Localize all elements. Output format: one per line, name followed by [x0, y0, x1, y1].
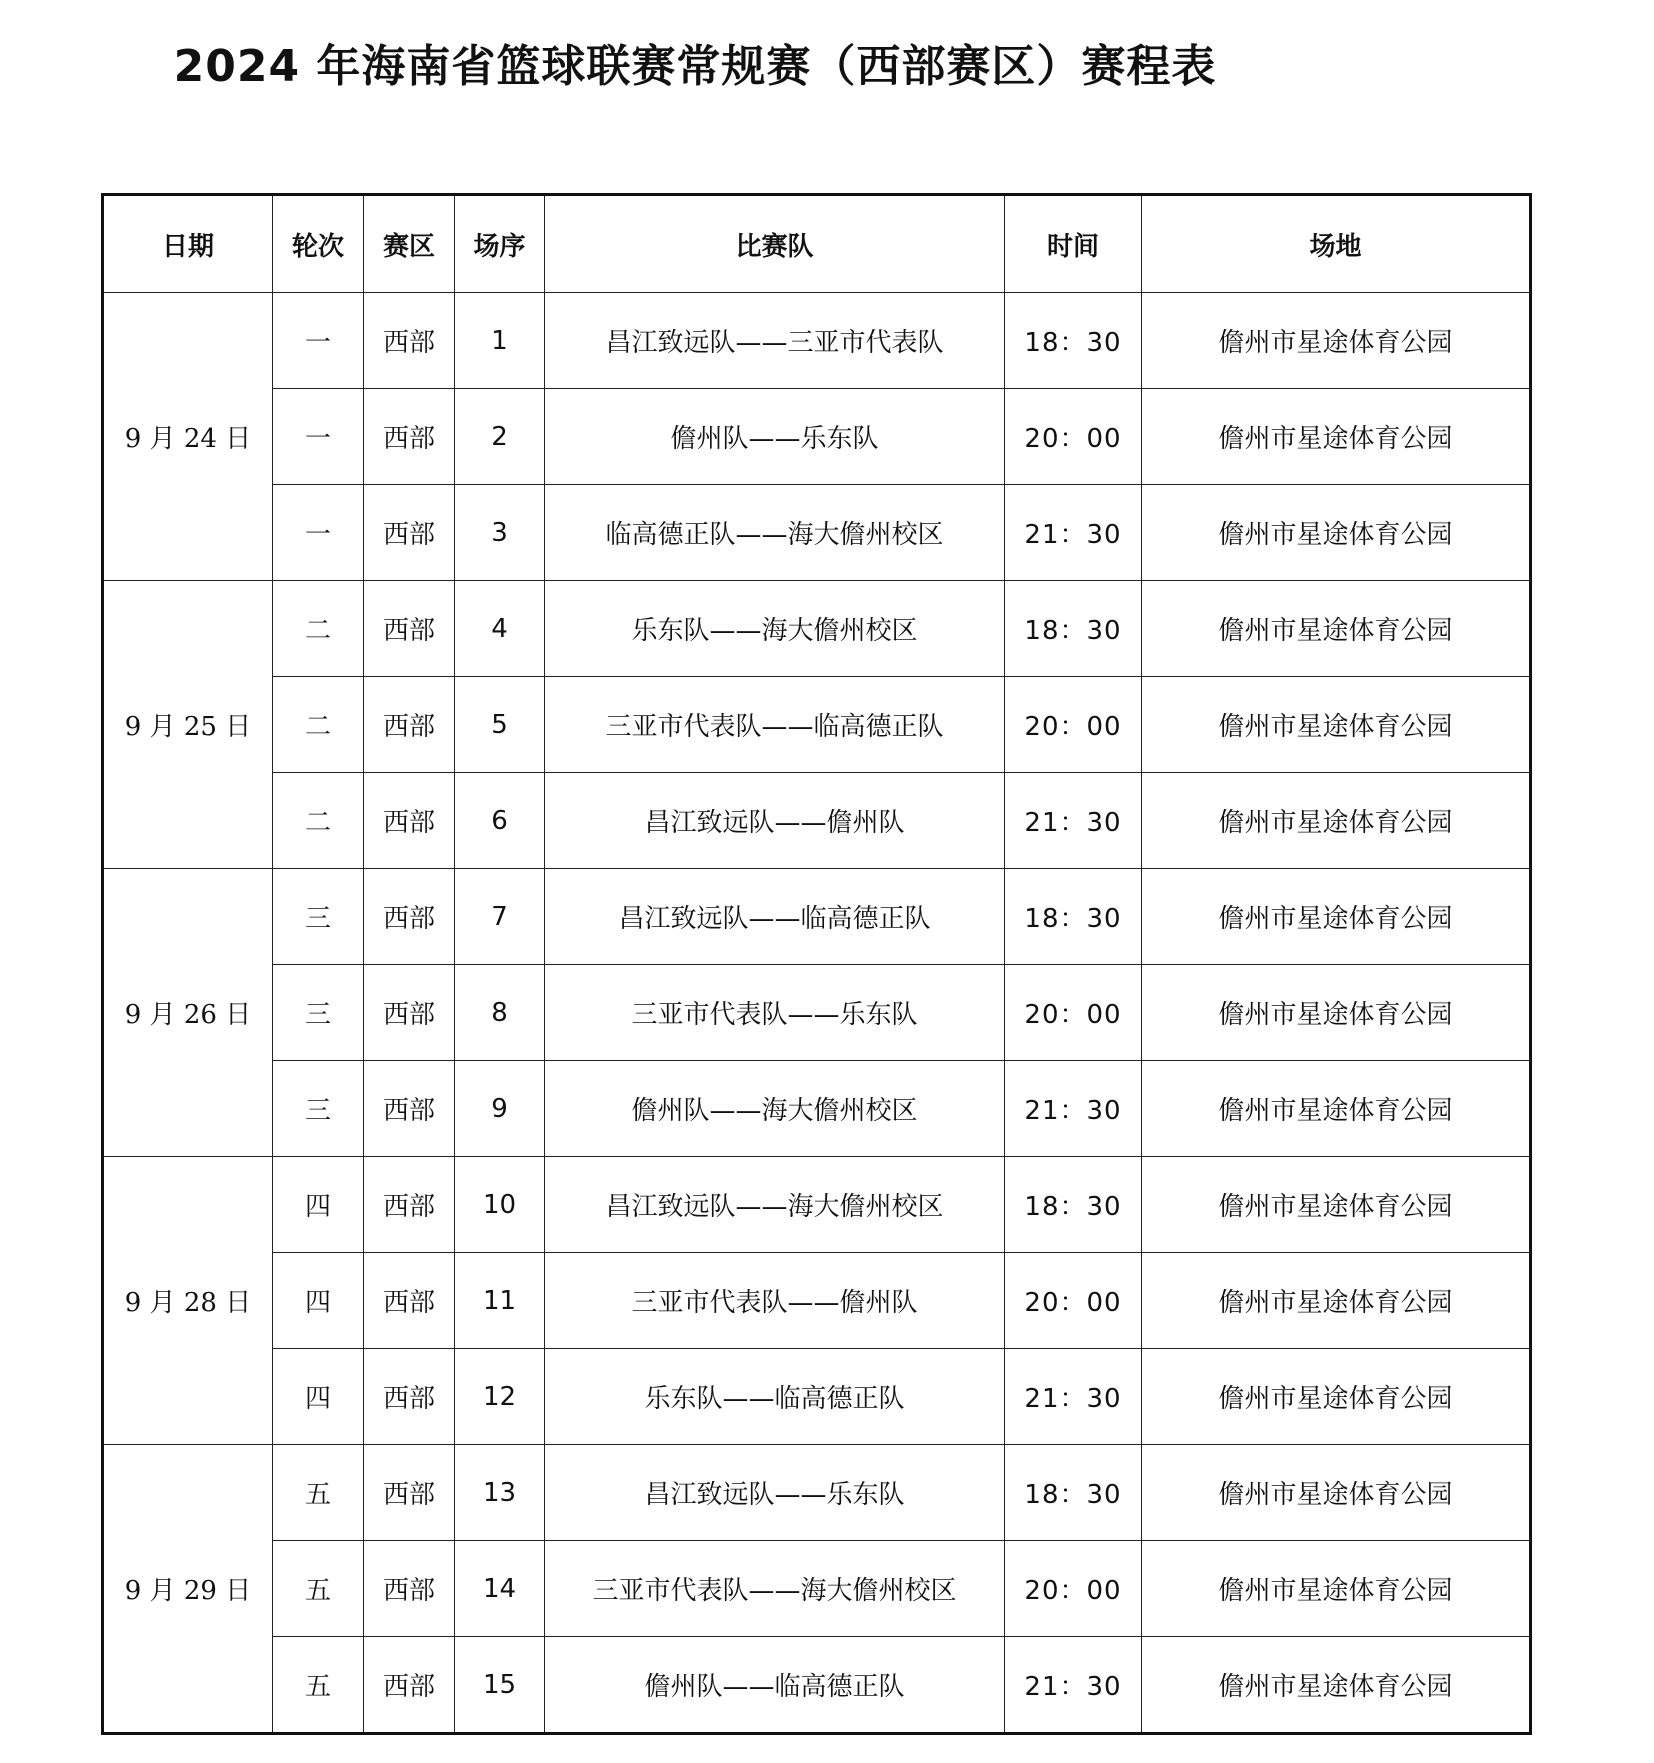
- round-cell: 三: [273, 869, 364, 965]
- seq-cell: 13: [455, 1445, 545, 1541]
- venue-cell: 儋州市星途体育公园: [1142, 389, 1531, 485]
- round-cell: 一: [273, 485, 364, 581]
- header-time: 时间: [1005, 195, 1142, 293]
- round-cell: 五: [273, 1541, 364, 1637]
- match-cell: 儋州队——临高德正队: [545, 1637, 1005, 1734]
- time-cell: 18：30: [1005, 869, 1142, 965]
- venue-cell: 儋州市星途体育公园: [1142, 1637, 1531, 1734]
- match-cell: 乐东队——临高德正队: [545, 1349, 1005, 1445]
- time-cell: 18：30: [1005, 1445, 1142, 1541]
- round-cell: 二: [273, 677, 364, 773]
- zone-cell: 西部: [364, 1157, 455, 1253]
- table-row: [103, 773, 1531, 869]
- table-row: [103, 485, 1531, 581]
- header-date: 日期: [103, 195, 273, 293]
- match-cell: 三亚市代表队——乐东队: [545, 965, 1005, 1061]
- match-cell: 昌江致远队——三亚市代表队: [545, 293, 1005, 389]
- date-cell: 9 月 28 日: [103, 1157, 273, 1445]
- venue-cell: 儋州市星途体育公园: [1142, 773, 1531, 869]
- match-cell: 三亚市代表队——儋州队: [545, 1253, 1005, 1349]
- seq-cell: 8: [455, 965, 545, 1061]
- date-cell: 9 月 26 日: [103, 869, 273, 1157]
- round-cell: 二: [273, 581, 364, 677]
- round-cell: 一: [273, 293, 364, 389]
- venue-cell: 儋州市星途体育公园: [1142, 1541, 1531, 1637]
- match-cell: 三亚市代表队——海大儋州校区: [545, 1541, 1005, 1637]
- seq-cell: 7: [455, 869, 545, 965]
- seq-cell: 6: [455, 773, 545, 869]
- zone-cell: 西部: [364, 389, 455, 485]
- zone-cell: 西部: [364, 965, 455, 1061]
- round-cell: 五: [273, 1445, 364, 1541]
- time-cell: 18：30: [1005, 1157, 1142, 1253]
- seq-cell: 14: [455, 1541, 545, 1637]
- seq-cell: 2: [455, 389, 545, 485]
- time-cell: 21：30: [1005, 773, 1142, 869]
- venue-cell: 儋州市星途体育公园: [1142, 293, 1531, 389]
- round-cell: 一: [273, 389, 364, 485]
- venue-cell: 儋州市星途体育公园: [1142, 677, 1531, 773]
- match-cell: 昌江致远队——儋州队: [545, 773, 1005, 869]
- venue-cell: 儋州市星途体育公园: [1142, 869, 1531, 965]
- zone-cell: 西部: [364, 293, 455, 389]
- time-cell: 21：30: [1005, 1349, 1142, 1445]
- table-row: [103, 1541, 1531, 1637]
- zone-cell: 西部: [364, 1637, 455, 1734]
- seq-cell: 9: [455, 1061, 545, 1157]
- header-seq: 场序: [455, 195, 545, 293]
- header-round: 轮次: [273, 195, 364, 293]
- time-cell: 20：00: [1005, 389, 1142, 485]
- match-cell: 昌江致远队——海大儋州校区: [545, 1157, 1005, 1253]
- venue-cell: 儋州市星途体育公园: [1142, 1253, 1531, 1349]
- seq-cell: 12: [455, 1349, 545, 1445]
- round-cell: 四: [273, 1253, 364, 1349]
- match-cell: 儋州队——乐东队: [545, 389, 1005, 485]
- zone-cell: 西部: [364, 581, 455, 677]
- table-row: [103, 581, 1531, 677]
- table-row: [103, 1637, 1531, 1734]
- schedule-body: [103, 293, 1531, 1734]
- table-row: [103, 1349, 1531, 1445]
- seq-cell: 1: [455, 293, 545, 389]
- time-cell: 21：30: [1005, 1637, 1142, 1734]
- seq-cell: 11: [455, 1253, 545, 1349]
- zone-cell: 西部: [364, 1541, 455, 1637]
- table-row: [103, 1253, 1531, 1349]
- zone-cell: 西部: [364, 1349, 455, 1445]
- match-cell: 三亚市代表队——临高德正队: [545, 677, 1005, 773]
- date-cell: 9 月 29 日: [103, 1445, 273, 1734]
- venue-cell: 儋州市星途体育公园: [1142, 581, 1531, 677]
- round-cell: 二: [273, 773, 364, 869]
- table-row: [103, 677, 1531, 773]
- venue-cell: 儋州市星途体育公园: [1142, 965, 1531, 1061]
- zone-cell: 西部: [364, 1445, 455, 1541]
- table-row: [103, 869, 1531, 965]
- zone-cell: 西部: [364, 485, 455, 581]
- time-cell: 18：30: [1005, 293, 1142, 389]
- time-cell: 18：30: [1005, 581, 1142, 677]
- header-row: [103, 195, 1531, 293]
- zone-cell: 西部: [364, 1253, 455, 1349]
- header-zone: 赛区: [364, 195, 455, 293]
- seq-cell: 4: [455, 581, 545, 677]
- match-cell: 昌江致远队——乐东队: [545, 1445, 1005, 1541]
- seq-cell: 5: [455, 677, 545, 773]
- time-cell: 20：00: [1005, 1253, 1142, 1349]
- table-row: [103, 293, 1531, 389]
- zone-cell: 西部: [364, 773, 455, 869]
- table-row: [103, 965, 1531, 1061]
- round-cell: 三: [273, 965, 364, 1061]
- table-row: [103, 1445, 1531, 1541]
- match-cell: 儋州队——海大儋州校区: [545, 1061, 1005, 1157]
- date-cell: 9 月 24 日: [103, 293, 273, 581]
- time-cell: 20：00: [1005, 965, 1142, 1061]
- venue-cell: 儋州市星途体育公园: [1142, 1445, 1531, 1541]
- time-cell: 20：00: [1005, 1541, 1142, 1637]
- page-title: 2024 年海南省篮球联赛常规赛（西部赛区）赛程表: [173, 41, 1217, 92]
- venue-cell: 儋州市星途体育公园: [1142, 485, 1531, 581]
- time-cell: 21：30: [1005, 485, 1142, 581]
- table-row: [103, 389, 1531, 485]
- header-match: 比赛队: [545, 195, 1005, 293]
- seq-cell: 15: [455, 1637, 545, 1734]
- seq-cell: 3: [455, 485, 545, 581]
- seq-cell: 10: [455, 1157, 545, 1253]
- table-row: [103, 1061, 1531, 1157]
- venue-cell: 儋州市星途体育公园: [1142, 1157, 1531, 1253]
- header-venue: 场地: [1142, 195, 1531, 293]
- zone-cell: 西部: [364, 677, 455, 773]
- venue-cell: 儋州市星途体育公园: [1142, 1349, 1531, 1445]
- table-row: [103, 1157, 1531, 1253]
- venue-cell: 儋州市星途体育公园: [1142, 1061, 1531, 1157]
- schedule-table: [101, 193, 1532, 1735]
- match-cell: 乐东队——海大儋州校区: [545, 581, 1005, 677]
- round-cell: 五: [273, 1637, 364, 1734]
- time-cell: 20：00: [1005, 677, 1142, 773]
- round-cell: 三: [273, 1061, 364, 1157]
- zone-cell: 西部: [364, 869, 455, 965]
- match-cell: 临高德正队——海大儋州校区: [545, 485, 1005, 581]
- round-cell: 四: [273, 1349, 364, 1445]
- round-cell: 四: [273, 1157, 364, 1253]
- date-cell: 9 月 25 日: [103, 581, 273, 869]
- match-cell: 昌江致远队——临高德正队: [545, 869, 1005, 965]
- time-cell: 21：30: [1005, 1061, 1142, 1157]
- zone-cell: 西部: [364, 1061, 455, 1157]
